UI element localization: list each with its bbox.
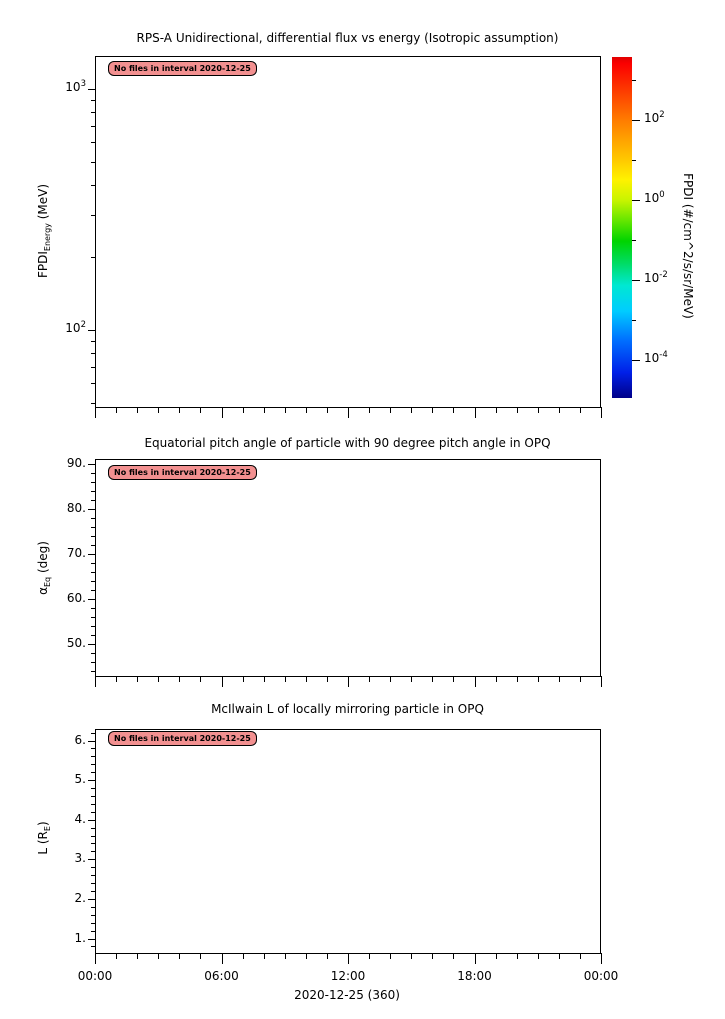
y-minor-tick	[91, 796, 95, 797]
y-minor-tick	[91, 626, 95, 627]
y-minor-tick	[91, 341, 95, 342]
y-minor-tick	[91, 756, 95, 757]
colorbar-major-tick	[632, 280, 640, 281]
colorbar-tick-label: $10^{-4}$	[644, 350, 668, 366]
y-major-tick	[88, 939, 95, 940]
x-major-tick	[95, 407, 96, 418]
y-major-tick	[88, 644, 95, 645]
x-minor-tick	[559, 953, 560, 959]
x-minor-tick	[453, 953, 454, 959]
x-tick-label: 06:00	[204, 969, 239, 983]
colorbar-title: FPDI (#/cm^2/s/sr/MeV)	[681, 173, 695, 319]
x-minor-tick	[517, 407, 518, 413]
y-minor-tick	[91, 867, 95, 868]
x-minor-tick	[453, 407, 454, 413]
x-minor-tick	[137, 676, 138, 682]
y-minor-tick	[91, 733, 95, 734]
colorbar-major-tick	[632, 360, 640, 361]
x-tick-label: 00:00	[77, 969, 113, 983]
x-minor-tick	[517, 953, 518, 959]
y-minor-tick	[91, 923, 95, 924]
y-tick-label: 2.	[74, 890, 86, 905]
x-major-tick	[348, 953, 349, 964]
x-minor-tick	[411, 407, 412, 413]
x-minor-tick	[285, 676, 286, 682]
y-minor-tick	[91, 617, 95, 618]
y-major-tick	[88, 89, 95, 90]
y-minor-tick	[91, 946, 95, 947]
colorbar-major-tick	[632, 200, 640, 201]
y-minor-tick	[91, 788, 95, 789]
y-major-tick	[88, 780, 95, 781]
x-minor-tick	[243, 676, 244, 682]
y-minor-tick	[91, 491, 95, 492]
y-minor-tick	[91, 851, 95, 852]
panel-1-title: RPS-A Unidirectional, differential flux vs energy (Isotropic assumption)	[136, 31, 559, 45]
x-minor-tick	[306, 953, 307, 959]
x-minor-tick	[116, 953, 117, 959]
panel-2-title: Equatorial pitch angle of particle with 90 degree pitch angle in OPQ	[144, 436, 551, 450]
y-minor-tick	[91, 482, 95, 483]
y-minor-tick	[91, 536, 95, 537]
x-major-tick	[601, 407, 602, 418]
colorbar-minor-tick	[632, 80, 636, 81]
x-minor-tick	[453, 676, 454, 682]
y-tick-label: 50.	[66, 635, 86, 650]
x-minor-tick	[200, 676, 201, 682]
x-major-tick	[222, 676, 223, 687]
y-minor-tick	[91, 662, 95, 663]
y-minor-tick	[91, 367, 95, 368]
x-major-tick	[601, 676, 602, 687]
x-major-tick	[95, 953, 96, 964]
y-minor-tick	[91, 772, 95, 773]
y-minor-tick	[91, 500, 95, 501]
x-tick-label: 18:00	[457, 969, 492, 983]
x-minor-tick	[137, 953, 138, 959]
x-minor-tick	[116, 676, 117, 682]
y-minor-tick	[91, 473, 95, 474]
y-minor-tick	[91, 812, 95, 813]
y-minor-tick	[91, 215, 95, 216]
x-minor-tick	[369, 953, 370, 959]
y-minor-tick	[91, 100, 95, 101]
x-major-tick	[348, 676, 349, 687]
panel-2-no-files-badge: No files in interval 2020-12-25	[108, 465, 257, 480]
x-minor-tick	[327, 407, 328, 413]
panel-1-plot-area	[95, 56, 601, 408]
x-minor-tick	[496, 676, 497, 682]
x-minor-tick	[411, 676, 412, 682]
x-major-tick	[348, 407, 349, 418]
y-minor-tick	[91, 353, 95, 354]
y-major-tick	[88, 330, 95, 331]
colorbar-minor-tick	[632, 320, 636, 321]
x-minor-tick	[158, 953, 159, 959]
y-minor-tick	[91, 875, 95, 876]
x-minor-tick	[179, 407, 180, 413]
x-minor-tick	[538, 407, 539, 413]
y-tick-label: $10^3$	[65, 79, 86, 94]
y-major-tick	[88, 554, 95, 555]
x-minor-tick	[179, 676, 180, 682]
x-minor-tick	[390, 953, 391, 959]
y-tick-label: $10^2$	[65, 320, 86, 335]
x-minor-tick	[432, 407, 433, 413]
x-minor-tick	[264, 953, 265, 959]
colorbar-minor-tick	[632, 240, 636, 241]
x-minor-tick	[411, 953, 412, 959]
colorbar-tick-label: $10^0$	[644, 190, 665, 206]
panel-2-plot-area	[95, 459, 601, 677]
y-minor-tick	[91, 843, 95, 844]
x-minor-tick	[306, 407, 307, 413]
x-minor-tick	[517, 676, 518, 682]
y-minor-tick	[91, 635, 95, 636]
x-minor-tick	[285, 407, 286, 413]
colorbar-tick-label: $10^{-2}$	[644, 270, 668, 286]
y-minor-tick	[91, 545, 95, 546]
x-minor-tick	[285, 953, 286, 959]
y-minor-tick	[91, 527, 95, 528]
y-tick-label: 80.	[66, 500, 86, 515]
colorbar-gradient	[612, 57, 632, 398]
x-minor-tick	[390, 676, 391, 682]
y-tick-label: 90.	[66, 455, 86, 470]
x-minor-tick	[243, 407, 244, 413]
y-major-tick	[88, 509, 95, 510]
colorbar-minor-tick	[632, 160, 636, 161]
x-minor-tick	[327, 676, 328, 682]
y-minor-tick	[91, 257, 95, 258]
x-major-tick	[95, 676, 96, 687]
x-minor-tick	[179, 953, 180, 959]
y-major-tick	[88, 464, 95, 465]
panel-3-y-axis-title: L $(R_E)$	[35, 821, 53, 855]
y-minor-tick	[91, 828, 95, 829]
x-minor-tick	[306, 676, 307, 682]
panel-2-y-axis-title: $\alpha_{Eq}$ (deg)	[35, 541, 53, 595]
y-minor-tick	[91, 572, 95, 573]
x-major-tick	[475, 953, 476, 964]
colorbar-tick-label: $10^2$	[644, 110, 665, 126]
x-minor-tick	[496, 953, 497, 959]
x-minor-tick	[580, 676, 581, 682]
x-minor-tick	[369, 407, 370, 413]
y-tick-label: 60.	[66, 590, 86, 605]
colorbar-major-tick	[632, 120, 640, 121]
y-major-tick	[88, 899, 95, 900]
panel-3-no-files-badge: No files in interval 2020-12-25	[108, 731, 257, 746]
y-minor-tick	[91, 748, 95, 749]
y-minor-tick	[91, 915, 95, 916]
y-tick-label: 5.	[74, 772, 86, 787]
x-axis-title: 2020-12-25 (360)	[294, 988, 400, 1002]
y-minor-tick	[91, 907, 95, 908]
y-minor-tick	[91, 518, 95, 519]
x-minor-tick	[559, 407, 560, 413]
y-tick-label: 4.	[74, 811, 86, 826]
y-minor-tick	[91, 804, 95, 805]
x-minor-tick	[158, 407, 159, 413]
x-minor-tick	[432, 953, 433, 959]
x-tick-label: 00:00	[583, 969, 619, 983]
y-minor-tick	[91, 185, 95, 186]
x-minor-tick	[369, 676, 370, 682]
y-minor-tick	[91, 383, 95, 384]
y-tick-label: 3.	[74, 851, 86, 866]
y-minor-tick	[91, 590, 95, 591]
x-major-tick	[475, 407, 476, 418]
y-major-tick	[88, 820, 95, 821]
y-tick-label: 1.	[74, 930, 86, 945]
x-minor-tick	[137, 407, 138, 413]
x-major-tick	[222, 953, 223, 964]
x-minor-tick	[116, 407, 117, 413]
y-minor-tick	[91, 403, 95, 404]
x-minor-tick	[200, 407, 201, 413]
y-minor-tick	[91, 126, 95, 127]
x-tick-label: 12:00	[330, 969, 366, 983]
y-minor-tick	[91, 608, 95, 609]
x-minor-tick	[580, 407, 581, 413]
x-minor-tick	[496, 407, 497, 413]
x-major-tick	[475, 676, 476, 687]
y-major-tick	[88, 859, 95, 860]
y-minor-tick	[91, 764, 95, 765]
y-minor-tick	[91, 671, 95, 672]
panel-1-y-axis-title: $FPDI_{Energy}$ (MeV)	[35, 183, 53, 279]
y-minor-tick	[91, 581, 95, 582]
x-minor-tick	[538, 676, 539, 682]
x-minor-tick	[243, 953, 244, 959]
x-minor-tick	[580, 953, 581, 959]
y-minor-tick	[91, 931, 95, 932]
y-minor-tick	[91, 653, 95, 654]
y-minor-tick	[91, 836, 95, 837]
y-minor-tick	[91, 563, 95, 564]
y-major-tick	[88, 599, 95, 600]
y-minor-tick	[91, 112, 95, 113]
panel-1-no-files-badge: No files in interval 2020-12-25	[108, 61, 257, 76]
x-minor-tick	[264, 676, 265, 682]
x-minor-tick	[432, 676, 433, 682]
x-minor-tick	[538, 953, 539, 959]
y-minor-tick	[91, 883, 95, 884]
x-major-tick	[222, 407, 223, 418]
x-minor-tick	[390, 407, 391, 413]
y-major-tick	[88, 741, 95, 742]
x-minor-tick	[327, 953, 328, 959]
y-minor-tick	[91, 142, 95, 143]
panel-3-title: McIlwain L of locally mirroring particle in OPQ	[211, 702, 484, 716]
x-minor-tick	[200, 953, 201, 959]
y-minor-tick	[91, 162, 95, 163]
x-minor-tick	[559, 676, 560, 682]
x-major-tick	[601, 953, 602, 964]
y-tick-label: 70.	[66, 545, 86, 560]
y-minor-tick	[91, 891, 95, 892]
x-minor-tick	[158, 676, 159, 682]
panel-3-plot-area	[95, 729, 601, 954]
y-tick-label: 6.	[74, 732, 86, 747]
x-minor-tick	[264, 407, 265, 413]
